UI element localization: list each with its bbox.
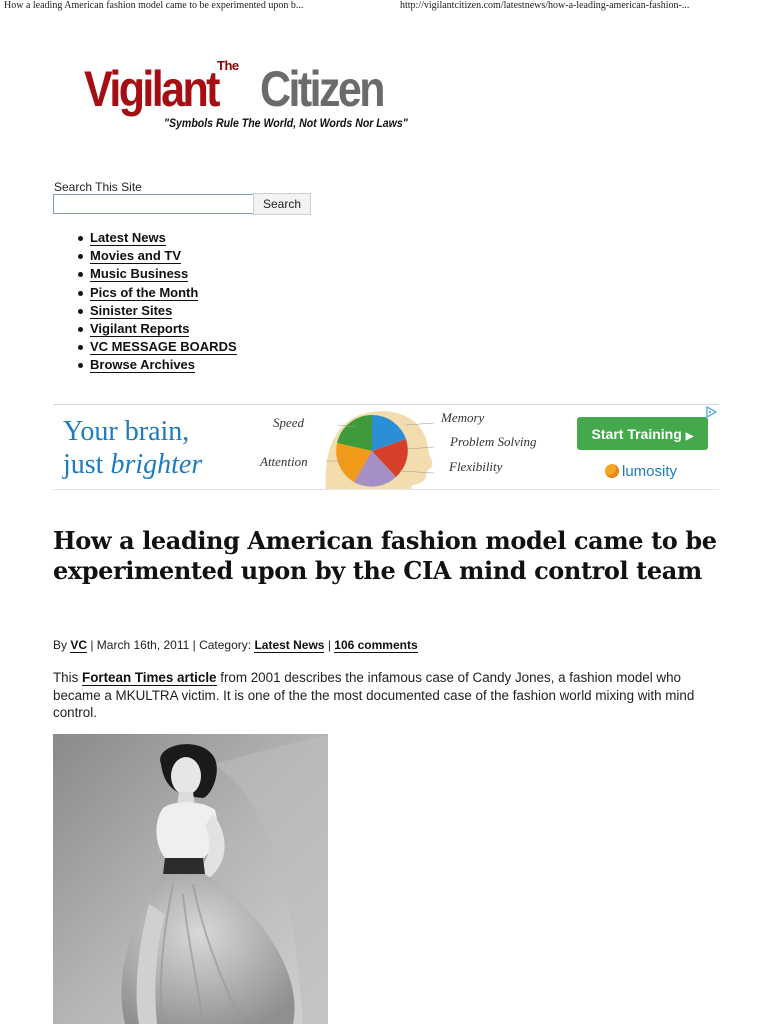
comments-link[interactable]: 106 comments (334, 638, 418, 652)
ad-headline-brighter: brighter (110, 449, 203, 480)
search-button[interactable]: Search (253, 193, 311, 215)
author-link[interactable]: VC (70, 638, 88, 652)
article-meta (53, 638, 418, 652)
ad-label-flexibility: Flexibility (449, 459, 503, 474)
ad-label-attention: Attention (260, 454, 308, 469)
meta-by: By (53, 638, 71, 652)
article-intro (53, 669, 723, 722)
bullet-icon (78, 309, 83, 314)
print-header-url: http://vigilantcitizen.com/latestnews/how-a-leading-american-fashion-... (400, 0, 690, 11)
logo-vigilant: Vigilant (84, 61, 218, 117)
ad-headline-line2 (63, 448, 202, 481)
nav-link-message-boards[interactable]: VC MESSAGE BOARDS (90, 339, 237, 355)
ad-headline-just: just (63, 449, 111, 480)
main-nav (72, 229, 237, 375)
search-input[interactable] (53, 194, 254, 214)
site-logo[interactable] (84, 58, 429, 140)
bullet-icon (78, 291, 83, 296)
nav-link-vigilant-reports[interactable]: Vigilant Reports (90, 320, 190, 336)
bullet-icon (78, 363, 83, 368)
nav-item-music-business (72, 265, 237, 283)
nav-link-latest-news[interactable]: Latest News (90, 230, 166, 245)
bullet-icon (78, 345, 83, 350)
lumosity-sun-icon (605, 464, 619, 478)
play-arrow-icon: ▶ (685, 430, 694, 442)
candy-jones-photo (53, 734, 328, 1024)
ad-label-problem-solving: Problem Solving (450, 434, 537, 449)
nav-item-browse-archives (72, 356, 237, 374)
nav-item-latest-news (72, 229, 237, 247)
bullet-icon (78, 327, 83, 332)
nav-link-movies-tv[interactable]: Movies and TV (90, 248, 182, 264)
logo-the: The (217, 58, 239, 73)
intro-lead: This (53, 670, 83, 685)
lumosity-logo (605, 463, 677, 481)
bullet-icon (78, 272, 83, 277)
fortean-times-link[interactable]: Fortean Times article (82, 670, 217, 685)
nav-item-vigilant-reports (72, 320, 237, 338)
ad-label-speed: Speed (273, 415, 305, 430)
category-link[interactable]: Latest News (254, 638, 325, 652)
nav-item-pics-of-month (72, 284, 237, 302)
bullet-icon (78, 254, 83, 259)
intro-rest: from 2001 describes the infamous case of Candy Jones, a fashion model who became a MKULTRA victim. It is one of the the most documented case of the fashion world mixing with mind control. (53, 670, 695, 720)
nav-link-browse-archives[interactable]: Browse Archives (90, 357, 196, 373)
meta-date: | March 16th, 2011 | Category: (87, 638, 255, 652)
nav-link-pics-of-month[interactable]: Pics of the Month (90, 284, 199, 300)
ad-label-memory: Memory (441, 410, 485, 425)
start-training-label: Start Training (591, 425, 682, 442)
start-training-button[interactable] (577, 417, 708, 450)
ad-headline-line1: Your brain, (63, 416, 190, 447)
search-label: Search This Site (54, 180, 142, 194)
meta-separator: | (324, 638, 335, 652)
model-waist (163, 858, 205, 874)
bullet-icon (78, 236, 83, 241)
print-header-title: How a leading American fashion model came to be experimented upon b... (4, 0, 304, 11)
brain-pie-graphic (316, 404, 436, 490)
print-header (0, 0, 768, 16)
adchoices-icon[interactable] (705, 406, 717, 418)
lumosity-brand-text: lumosity (622, 463, 678, 480)
ad-headline (63, 415, 202, 481)
nav-link-music-business[interactable]: Music Business (90, 266, 189, 282)
lumosity-banner-ad[interactable] (53, 404, 719, 490)
nav-item-movies-tv (72, 247, 237, 265)
nav-item-sinister-sites (72, 302, 237, 320)
nav-item-message-boards (72, 338, 237, 356)
logo-citizen: Citizen (260, 61, 383, 117)
logo-tagline: "Symbols Rule The World, Not Words Nor Laws" (164, 116, 408, 130)
nav-link-sinister-sites[interactable]: Sinister Sites (90, 302, 173, 318)
model-face (171, 757, 201, 795)
article-title: How a leading American fashion model came to be experimented upon by the CIA mind control team (53, 526, 717, 585)
